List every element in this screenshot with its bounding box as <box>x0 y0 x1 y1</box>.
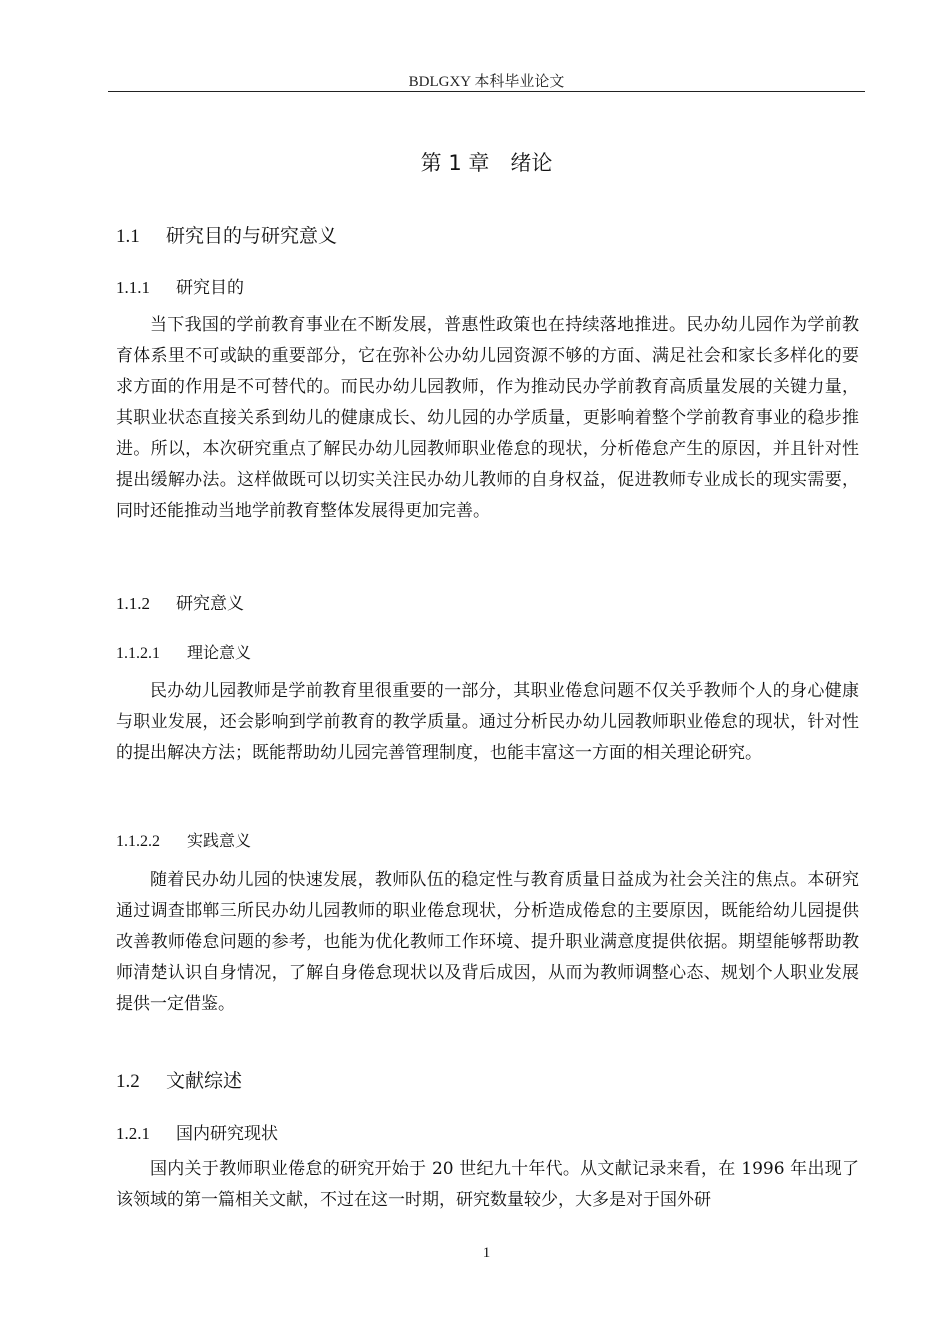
body-paragraph-purpose: 当下我国的学前教育事业在不断发展，普惠性政策也在持续落地推进。民办幼儿园作为学前教育体系里不可或缺的重要部分，它在弥补公办幼儿园资源不够的方面、满足社会和家长多样化的要求方面的作用是不可替代的。而民办幼儿园教师，作为推动民办学前教育高质量发展的关键力量，其职业状态直接关系到幼儿的健康成长、幼儿园的办学质量，更影响着整个学前教育事业的稳步推进。所以，本次研究重点了解民办幼儿园教师职业倦怠的现状，分析倦怠产生的原因，并且针对性提出缓解办法。这样做既可以切实关注民办幼儿教师的自身权益，促进教师专业成长的现实需要，同时还能推动当地学前教育整体发展得更加完善。 <box>116 315 859 521</box>
section-heading-1-1-2 <box>116 589 244 614</box>
section-title: 研究目的与研究意义 <box>166 225 338 247</box>
section-number: 1.1 <box>116 226 140 247</box>
header-rule <box>108 91 865 92</box>
section-number: 1.2.1 <box>116 1124 150 1143</box>
section-number: 1.1.1 <box>116 278 150 297</box>
section-heading-1-1-2-1 <box>116 640 251 663</box>
section-heading-1-2 <box>116 1066 242 1093</box>
section-number: 1.1.2.1 <box>116 645 160 662</box>
body-paragraph-theory: 民办幼儿园教师是学前教育里很重要的一部分，其职业倦怠问题不仅关乎教师个人的身心健康与职业发展，还会影响到学前教育的教学质量。通过分析民办幼儿园教师职业倦怠的现状，针对性的提出解决方法；既能帮助幼儿园完善管理制度，也能丰富这一方面的相关理论研究。 <box>116 681 859 763</box>
chapter-title: 第 1 章 绪论 <box>420 151 553 175</box>
section-number: 1.1.2 <box>116 594 150 613</box>
section-title: 理论意义 <box>187 643 252 662</box>
section-title: 文献综述 <box>166 1070 243 1092</box>
section-heading-1-1-1 <box>116 273 244 298</box>
section-heading-1-1 <box>116 221 337 248</box>
page-header: BDLGXY 本科毕业论文 <box>408 74 565 90</box>
section-title: 研究意义 <box>176 594 244 614</box>
body-paragraph-domestic: 国内关于教师职业倦怠的研究开始于 20 世纪九十年代。从文献记录来看，在 1996 年出现了该领域的第一篇相关文献，不过在这一时期，研究数量较少，大多是对于国外研 <box>116 1159 859 1210</box>
section-title: 国内研究现状 <box>176 1124 278 1144</box>
section-title: 实践意义 <box>187 831 252 850</box>
page-number: 1 <box>482 1245 491 1261</box>
body-paragraph-practice: 随着民办幼儿园的快速发展，教师队伍的稳定性与教育质量日益成为社会关注的焦点。本研究通过调查邯郸三所民办幼儿园教师的职业倦怠现状，分析造成倦怠的主要原因，既能给幼儿园提供改善教师倦怠问题的参考，也能为优化教师工作环境、提升职业满意度提供依据。期望能够帮助教师清楚认识自身情况，了解自身倦怠现状以及背后成因，从而为教师调整心态、规划个人职业发展提供一定借鉴。 <box>116 870 859 1014</box>
section-heading-1-2-1 <box>116 1119 278 1144</box>
section-heading-1-1-2-2 <box>116 828 251 851</box>
section-title: 研究目的 <box>176 278 244 298</box>
section-number: 1.1.2.2 <box>116 833 160 850</box>
section-number: 1.2 <box>116 1071 140 1092</box>
